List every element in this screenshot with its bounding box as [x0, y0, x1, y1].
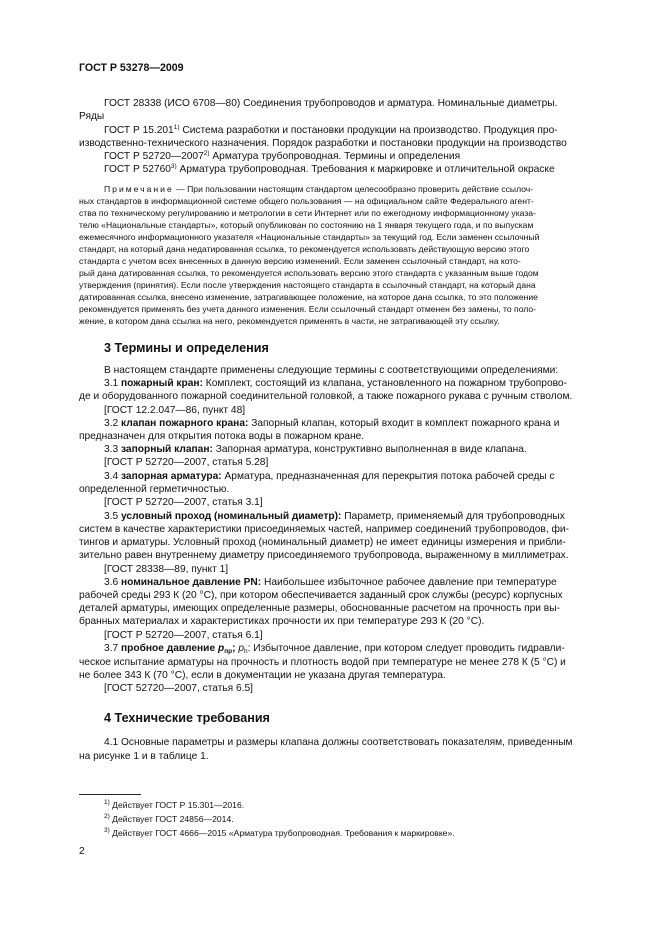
ref-gost-52760: ГОСТ Р 52760$^{3)}$ Арматура трубопроводная. Требования к маркировке и отличительной окраске [104, 163, 555, 175]
note-line: рекомендуется применять без учета данного изменения. Если ссылочный стандарт отменен без замены, то поло- [79, 304, 537, 314]
ref-gost-15-201-cont: изводственно-технического назначения. Порядок разработки и постановки продукции на производство [79, 138, 567, 149]
section-3-intro: В настоящем стандарте применены следующие термины с соответствующими определениями: [104, 365, 559, 376]
note-label: Примечание [104, 184, 174, 194]
term-3-5: 3.5 условный проход (номинальный диаметр): Параметр, применяемый для трубопроводных [104, 511, 565, 522]
term-3-6: 3.6 номинальное давление PN: Наибольшее избыточное рабочее давление при температуре [104, 577, 557, 588]
term-3-4-source: [ГОСТ Р 52720—2007, статья 3.1] [104, 497, 263, 508]
section-3-title: 3 Термины и определения [104, 341, 269, 355]
term-3-1-source: [ГОСТ 12.2.047—86, пункт 48] [104, 405, 246, 416]
note-line: ных стандартов в информационной системе общего пользования — на официальном сайте Федерального агент- [79, 196, 534, 206]
ref-gost-28338: ГОСТ 28338 (ИСО 6708—80) Соединения трубопроводов и арматура. Номинальные диаметры. [104, 98, 558, 109]
term-3-7: 3.7 пробное давление $p_{пр}$; $p_h$: Избыточное давление, при котором следует проводить гидравли- [104, 643, 565, 655]
term-3-3: 3.3 запорный клапан: Запорная арматура, конструктивно выполненная в виде клапана. [104, 444, 527, 455]
term-3-6-cont: рабочей среды 293 К (20 °С), при котором обеспечивается заданный срок службы (ресурс) корпусных [79, 590, 563, 601]
note-line: стандарт, на который дана недатированная ссылка, то рекомендуется использовать действующую версию этого [79, 244, 530, 254]
term-3-5-source: [ГОСТ 28338—89, пункт 1] [104, 564, 229, 575]
section-4-para: 4.1 Основные параметры и размеры клапана должны соответствовать показателям, приведенным [104, 737, 573, 748]
term-3-6-cont: деталей арматуры, имеющих определенные размеры, обоснованные расчетом на прочность при вы- [79, 603, 560, 614]
note-line: ства по техническому регулированию и метрологии в сети Интернет или по ежегодному информационному указа- [79, 208, 536, 218]
ref-gost-28338-cont: Ряды [79, 111, 105, 122]
note-line: жение, в котором дана ссылка на него, рекомендуется применять в части, не затрагивающей эту ссылку. [79, 316, 500, 326]
footnote-1: $^{1)}$ Действует ГОСТ Р 15.301—2016. [104, 799, 245, 810]
term-3-5-cont: зительно равен внутреннему диаметру присоединяемого трубопровода, выраженному в миллиметрах. [79, 550, 569, 561]
ref-gost-15-201: ГОСТ Р 15.201$^{1)}$ Система разработки и постановки продукции на производство. Продукция про- [104, 124, 558, 136]
footnote-2: $^{2)}$ Действует ГОСТ 24856—2014. [104, 813, 234, 824]
term-3-5-cont: систем в качестве характеристики присоединяемых частей, например соединений трубопроводов, фи- [79, 524, 569, 535]
term-3-2: 3.2 клапан пожарного крана: Запорный клапан, который входит в комплект пожарного крана и [104, 418, 560, 429]
ref-gost-52720: ГОСТ Р 52720—2007$^{2)}$ Арматура трубопроводная. Термины и определения [104, 150, 461, 162]
term-3-2-cont: предназначен для открытия потока воды в пожарном кране. [79, 431, 365, 442]
term-3-4: 3.4 запорная арматура: Арматура, предназначенная для перекрытия потока рабочей среды с [104, 471, 555, 482]
section-4-title: 4 Технические требования [104, 711, 270, 725]
section-4-para-cont: на рисунке 1 и в таблице 1. [79, 751, 209, 762]
term-3-7-source: [ГОСТ 52720—2007, статья 6.5] [104, 683, 254, 694]
term-3-3-source: [ГОСТ Р 52720—2007, статья 5.28] [104, 457, 269, 468]
term-3-1-cont: де и оборудованного пожарной соединительной головкой, а также пожарного рукава с ручным стволом. [79, 391, 573, 402]
note-line: Примечание — При пользовании настоящим стандартом целесообразно проверить действие ссылоч- [104, 184, 534, 194]
running-header: ГОСТ Р 53278—2009 [79, 62, 184, 74]
term-3-6-cont: бранных материалах и характеристиках прочности их при температуре 293 К (20 °С). [79, 616, 485, 627]
footnote-separator [79, 794, 141, 795]
note-line: датированная ссылка, внесено изменение, затрагивающее положение, на которое дана ссылка, то это положение [79, 292, 538, 302]
term-3-7-cont: не более 343 К (70 °С), если в документации не указана другая температура. [79, 670, 446, 681]
term-3-6-source: [ГОСТ Р 52720—2007, статья 6.1] [104, 630, 263, 641]
note-line: утверждения (принятия). Если после утверждения настоящего стандарта в ссылочный стандарт, на который дана [79, 280, 536, 290]
note-line: рый дана датированная ссылка, то рекомендуется использовать версию этого стандарта с указанным выше годом [79, 268, 539, 278]
page-number: 2 [79, 846, 85, 857]
term-3-7-cont: ческое испытание арматуры на прочность и плотность водой при температуре не менее 278 К (5 °С) и [79, 657, 566, 668]
note-line: стандарта с учетом всех внесенных в данную версию изменений. Если заменен ссылочный стандарт, на кото- [79, 256, 521, 266]
term-3-1: 3.1 пожарный кран: Комплект, состоящий из клапана, установленного на пожарном трубопрово- [104, 378, 567, 389]
note-line: телю «Национальные стандарты», который опубликован по состоянию на 1 января текущего года, и по выпускам [79, 220, 534, 230]
term-3-4-cont: определенной герметичностью. [79, 484, 230, 495]
note-line: ежемесячного информационного указателя «Национальные стандарты» за текущий год. Если заменен ссылочный [79, 232, 540, 242]
term-3-5-cont: тингов и арматуры. Условный проход (номинальный диаметр) не имеет единицы измерения и прибли- [79, 537, 566, 548]
footnote-3: $^{3)}$ Действует ГОСТ 4666—2015 «Арматура трубопроводная. Требования к маркировке». [104, 827, 455, 838]
